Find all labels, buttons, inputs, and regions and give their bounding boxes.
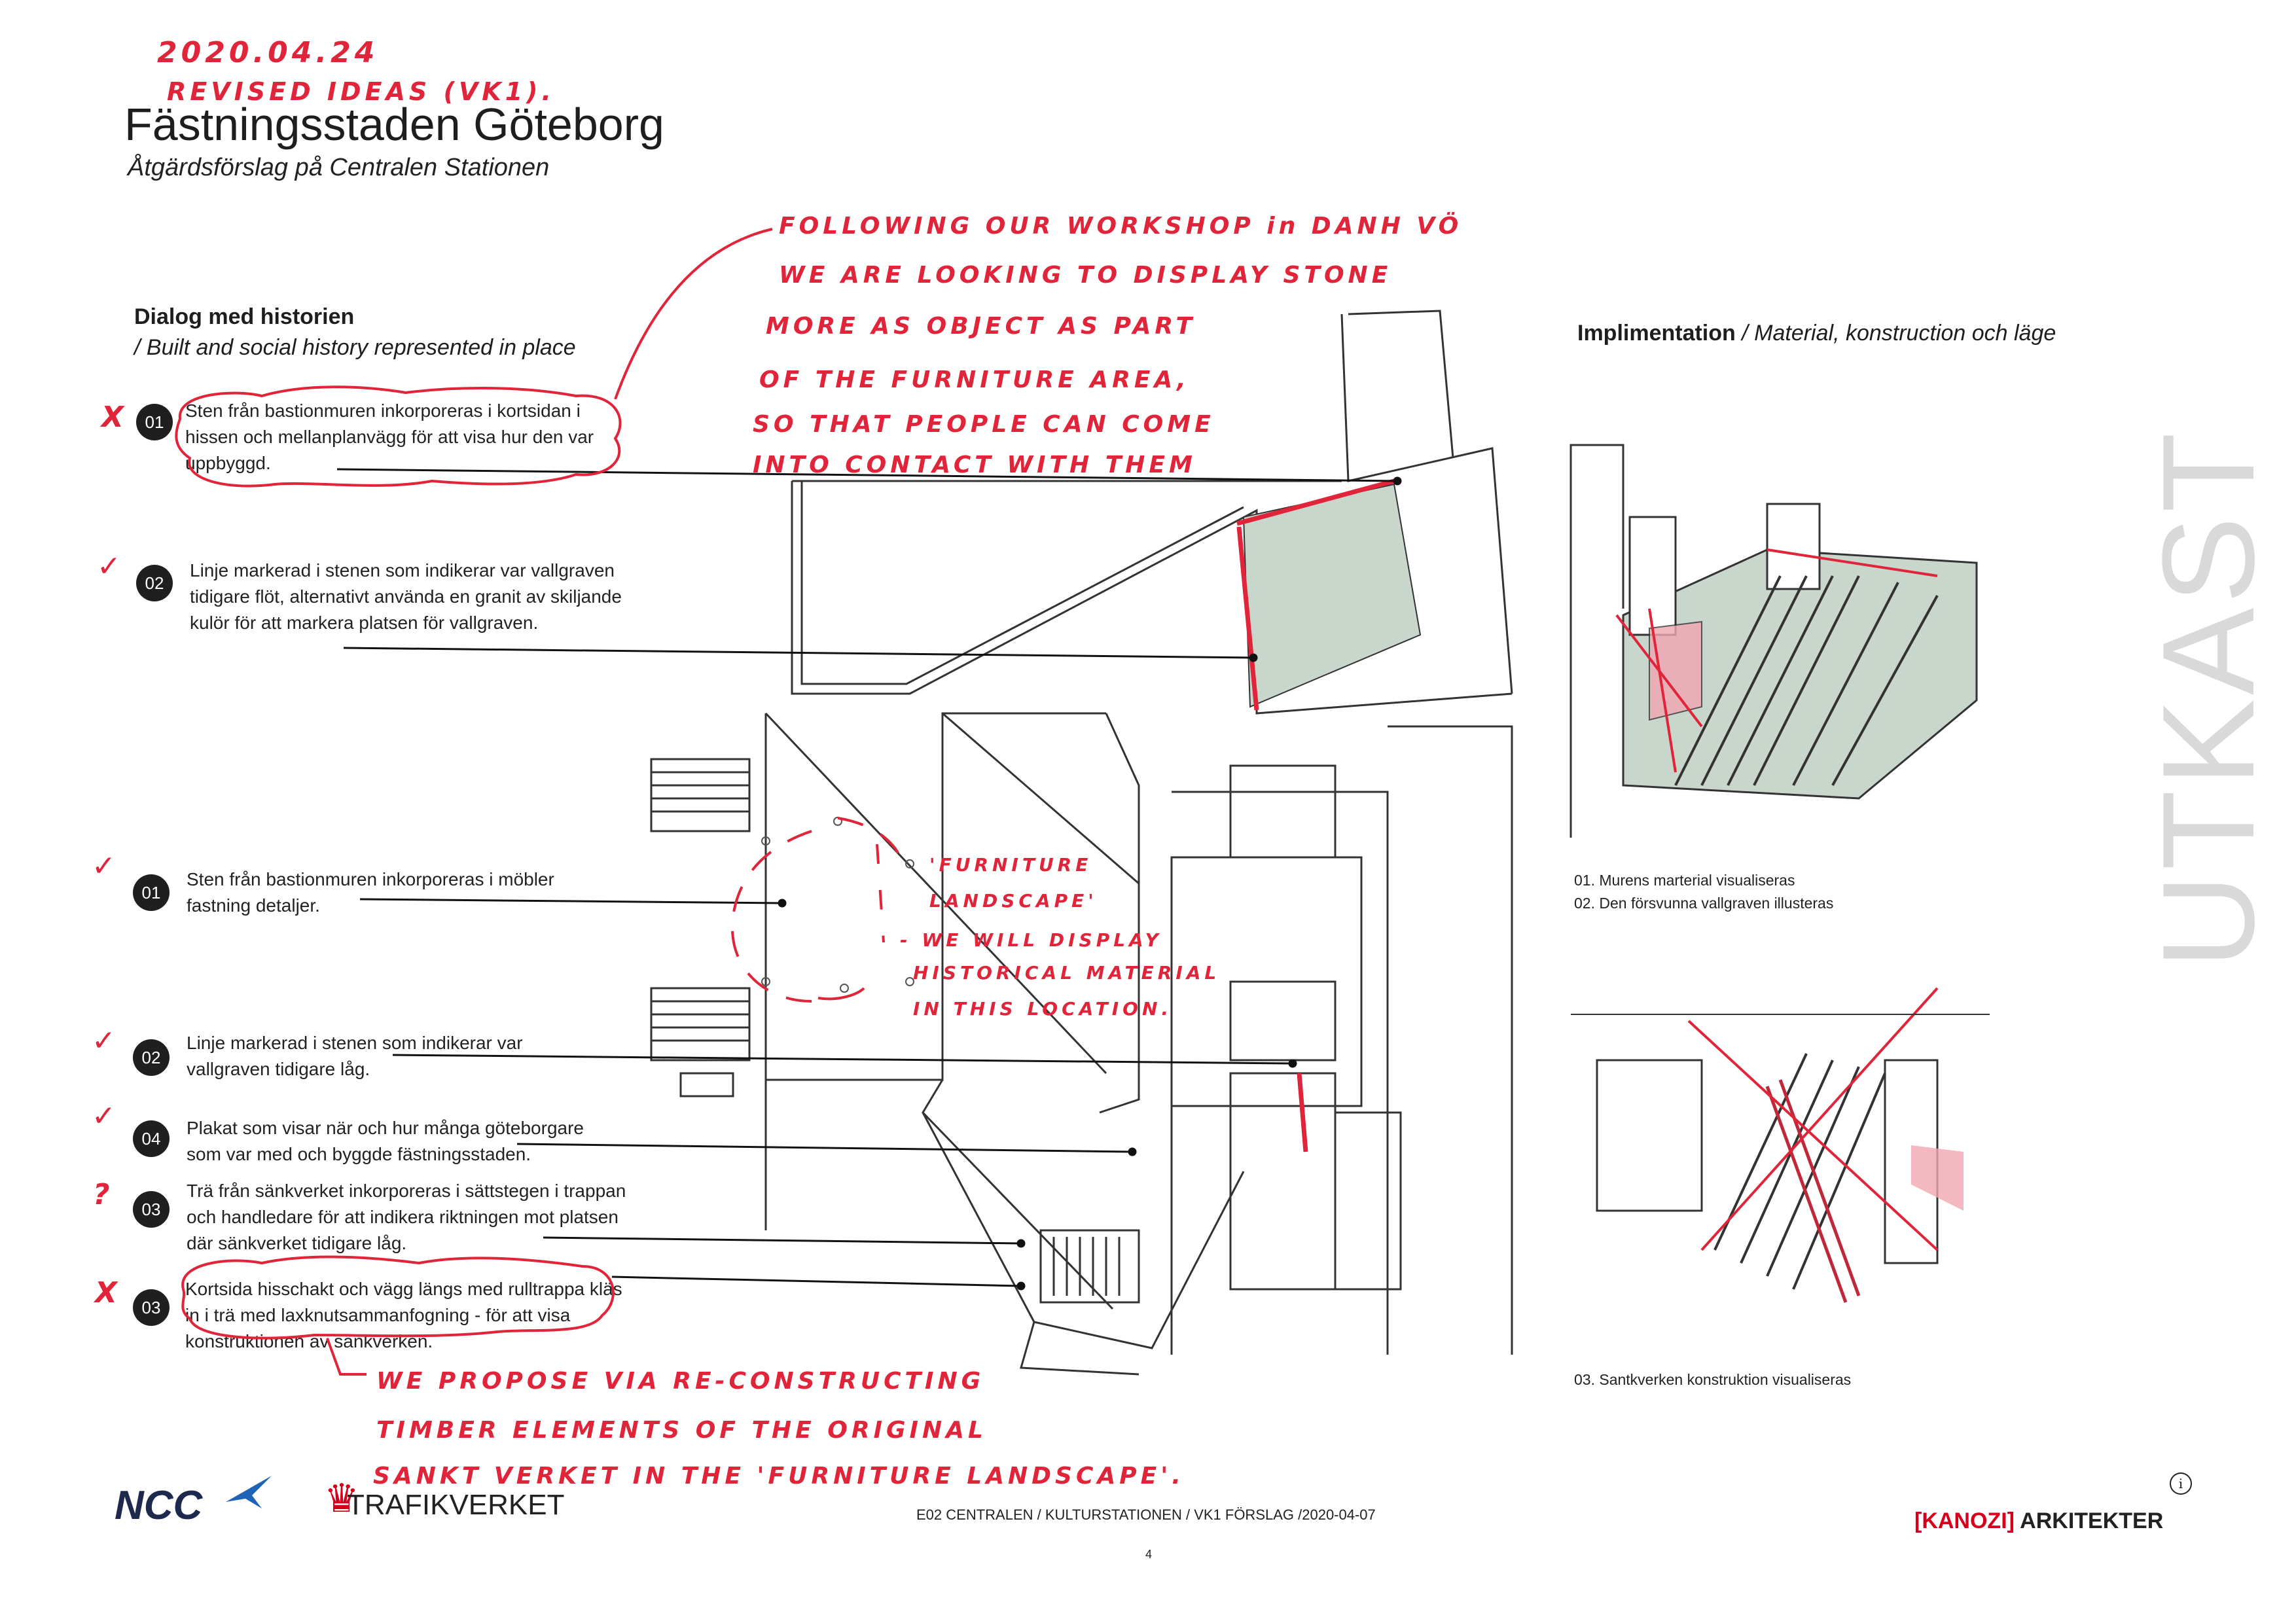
item-text: Linje markerad i stenen som indikerar var vallgraven tidigare flöt, alternativt använda en granit av skiljande kulör för att markera platsen för vallgraven.: [190, 560, 622, 633]
handwritten-bottom-note-line: SANKT VERKET IN THE 'FURNITURE LANDSCAPE'.: [373, 1463, 1185, 1489]
item-badge: 03: [133, 1289, 170, 1326]
caption-bottom: 03. Santkverken konstruktion visualiseras: [1574, 1371, 1852, 1388]
item-text: Sten från bastionmuren inkorporeras i möbler fastning detaljer.: [187, 869, 554, 916]
handwritten-top-note-line: OF THE FURNITURE AREA,: [759, 366, 1190, 393]
handwritten-middle-note-line: IN THIS LOCATION.: [913, 998, 1173, 1020]
item-text: Trä från sänkverket inkorporeras i sättstegen i trappan och handledare för att indikera riktningen mot platsen där sänkverket tidigare låg.: [187, 1181, 626, 1253]
handwritten-top-note-line: MORE AS OBJECT AS PART: [766, 313, 1196, 340]
handwritten-top-note-line: INTO CONTACT WITH THEM: [753, 452, 1196, 478]
handwritten-revision: REVISED IDEAS (VK1).: [167, 77, 555, 106]
trafikverket-logo-icon: ♛: [324, 1476, 359, 1520]
item-badge: 01: [133, 874, 170, 911]
item-mark: ✓: [92, 849, 120, 883]
item-text: Linje markerad i stenen som indikerar var vallgraven tidigare låg.: [187, 1033, 523, 1079]
kanozi-logo: [1914, 1508, 2163, 1534]
item-mark: ✓: [92, 1099, 120, 1133]
handwritten-bottom-note-line: WE PROPOSE VIA RE-CONSTRUCTING: [376, 1368, 985, 1395]
handwritten-middle-note-line: 'FURNITURE: [929, 854, 1092, 876]
project-line: E02 CENTRALEN / KULTURSTATIONEN / VK1 FÖRSLAG /2020-04-07: [916, 1507, 1376, 1523]
trafikverket-logo: TRAFIKVERKET: [347, 1489, 565, 1521]
item-badge: 02: [133, 1039, 170, 1076]
item-badge: 04: [133, 1120, 170, 1157]
item-badge: 02: [136, 565, 173, 601]
item-text: Kortsida hisschakt och vägg längs med rulltrappa kläs in i trä med laxknutsammanfogning - för att visa konstruktionen av sänkverken.: [185, 1279, 622, 1351]
item-badge: 01: [136, 404, 173, 440]
item-text: Plakat som visar när och hur många göteborgare som var med och byggde fästningsstaden.: [187, 1118, 584, 1164]
caption-top-2: 02. Den försvunna vallgraven illusteras: [1574, 895, 1834, 912]
page-subtitle: Åtgärdsförslag på Centralen Stationen: [128, 154, 550, 181]
right-heading-bold: Implimentation: [1577, 321, 1736, 346]
item-badge: 03: [133, 1191, 170, 1228]
page-number: 4: [1145, 1548, 1153, 1561]
item-mark: X: [95, 1276, 121, 1310]
ncc-logo-mark: [226, 1476, 272, 1508]
item-mark: ✓: [97, 550, 125, 583]
item-mark: ✓: [92, 1024, 120, 1058]
illustration-top: [1571, 445, 1990, 838]
handwritten-middle-note-line: LANDSCAPE': [929, 890, 1098, 912]
handwritten-top-note-line: WE ARE LOOKING TO DISPLAY STONE: [779, 262, 1392, 289]
handwritten-middle-note-line: - WE WILL DISPLAY: [900, 929, 1162, 951]
watermark-text: UTKAST: [2136, 429, 2282, 969]
right-heading-italic: / Material, konstruction och läge: [1742, 321, 2056, 346]
left-section-heading: Dialog med historien: [134, 304, 355, 329]
item-text: Sten från bastionmuren inkorporeras i kortsidan i hissen och mellanplanvägg för att visa hur den var uppbyggd.: [185, 401, 594, 473]
caption-top-1: 01. Murens marterial visualiseras: [1574, 872, 1795, 889]
handwritten-middle-note-line: HISTORICAL MATERIAL: [913, 962, 1221, 984]
kanozi-word: ARKITEKTER: [2020, 1508, 2164, 1533]
handwritten-top-note-line: SO THAT PEOPLE CAN COME: [753, 411, 1215, 438]
handwritten-top-note-line: FOLLOWING OUR WORKSHOP in DANH VÖ: [779, 213, 1463, 240]
kanozi-bracket: [KANOZI]: [1914, 1508, 2015, 1533]
item-mark: X: [101, 401, 128, 434]
left-section-subheading: / Built and social history represented in place: [134, 335, 576, 360]
page-title: Fästningsstaden Göteborg: [124, 99, 664, 150]
info-icon[interactable]: i: [2170, 1472, 2192, 1495]
handwritten-date: 2020.04.24: [157, 36, 379, 69]
handwritten-bottom-note-line: TIMBER ELEMENTS OF THE ORIGINAL: [376, 1417, 987, 1444]
illustration-bottom: [1571, 962, 1990, 1355]
ncc-logo: NCC: [115, 1483, 203, 1528]
item-mark: ?: [93, 1178, 114, 1211]
